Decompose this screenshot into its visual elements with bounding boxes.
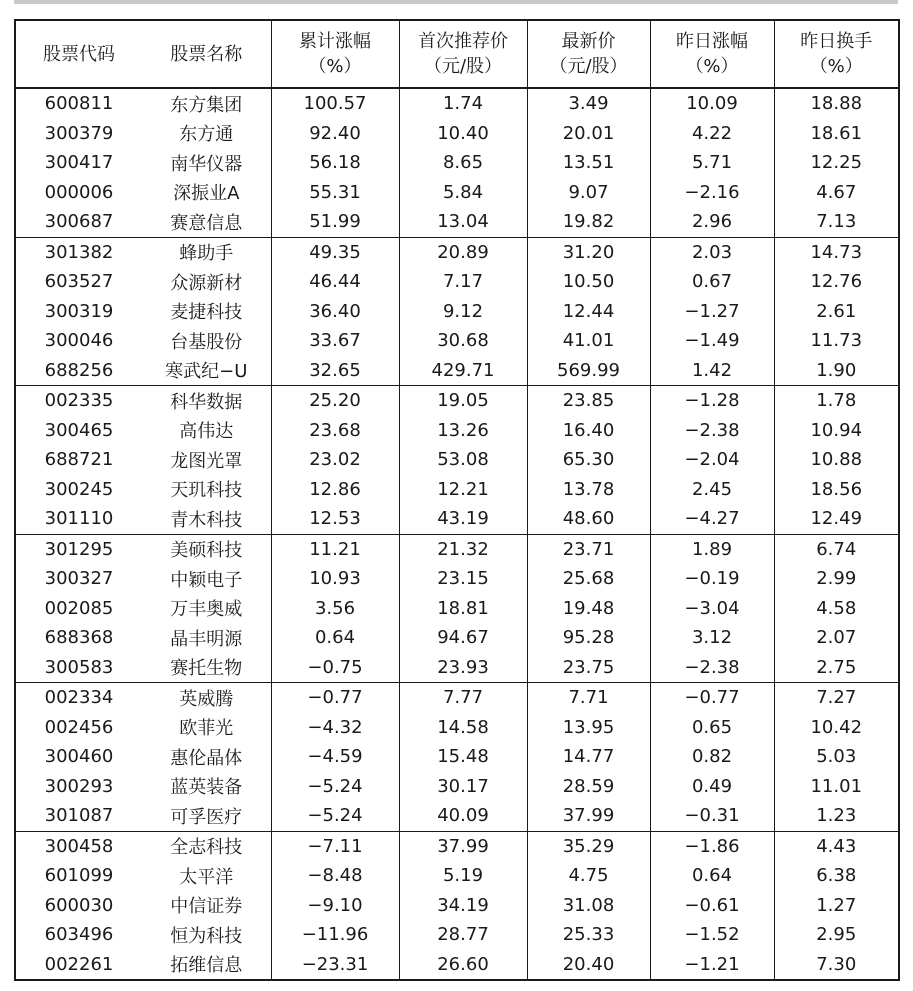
table-row xyxy=(15,920,899,950)
cell-stock-name: 太平洋 xyxy=(142,861,271,891)
cell-first-recommend-price: 30.68 xyxy=(399,326,527,356)
cell-stock-code: 301295 xyxy=(44,538,114,560)
cell-first-recommend-price: 28.77 xyxy=(399,920,527,950)
cell-cumulative-gain: −0.75 xyxy=(271,653,399,683)
cell-cumulative-gain: 25.20 xyxy=(271,386,399,416)
cell-yesterday-gain: −2.16 xyxy=(650,178,774,208)
cell-first-recommend-price: 13.26 xyxy=(399,416,527,446)
table-row xyxy=(15,386,899,416)
table-row xyxy=(15,713,899,743)
cell-stock-code: 300460 xyxy=(44,746,114,768)
cell-stock-name: 欧菲光 xyxy=(142,713,271,743)
cell-cumulative-gain: 92.40 xyxy=(271,119,399,149)
cell-yesterday-turnover: 1.27 xyxy=(774,891,899,921)
cell-yesterday-turnover: 18.56 xyxy=(774,475,899,505)
cell-stock-name: 台基股份 xyxy=(142,326,271,356)
cell-stock-name: 中信证券 xyxy=(142,891,271,921)
table-row xyxy=(15,178,899,208)
cell-yesterday-gain: −1.21 xyxy=(650,950,774,981)
cell-cumulative-gain: 33.67 xyxy=(271,326,399,356)
cell-yesterday-gain: −1.86 xyxy=(650,831,774,861)
table-row xyxy=(15,297,899,327)
cell-first-recommend-price: 40.09 xyxy=(399,801,527,831)
cell-cumulative-gain: 3.56 xyxy=(271,594,399,624)
top-strip-decoration xyxy=(14,0,898,4)
cell-stock-name: 恒为科技 xyxy=(142,920,271,950)
cell-yesterday-gain: 10.09 xyxy=(650,88,774,119)
cell-stock-name: 美硕科技 xyxy=(142,534,271,564)
cell-latest-price: 25.68 xyxy=(527,564,650,594)
cell-first-recommend-price: 53.08 xyxy=(399,445,527,475)
cell-stock-code: 300293 xyxy=(44,775,114,797)
cell-cumulative-gain: 12.86 xyxy=(271,475,399,505)
cell-yesterday-turnover: 1.90 xyxy=(774,356,899,386)
cell-cumulative-gain: 0.64 xyxy=(271,623,399,653)
cell-yesterday-turnover: 7.27 xyxy=(774,683,899,713)
cell-yesterday-turnover: 11.01 xyxy=(774,772,899,802)
cell-stock-code: 300327 xyxy=(44,568,114,590)
table-body xyxy=(15,88,899,980)
header-first-recommend-price: 首次推荐价 （元/股） xyxy=(399,20,527,88)
cell-yesterday-turnover: 14.73 xyxy=(774,237,899,267)
cell-first-recommend-price: 26.60 xyxy=(399,950,527,981)
cell-latest-price: 19.48 xyxy=(527,594,650,624)
cell-first-recommend-price: 23.15 xyxy=(399,564,527,594)
cell-stock-code: 300458 xyxy=(44,835,114,857)
cell-stock-name: 拓维信息 xyxy=(142,950,271,981)
cell-yesterday-gain: 0.67 xyxy=(650,267,774,297)
cell-latest-price: 23.75 xyxy=(527,653,650,683)
table-row xyxy=(15,801,899,831)
cell-latest-price: 13.78 xyxy=(527,475,650,505)
cell-latest-price: 12.44 xyxy=(527,297,650,327)
table-row xyxy=(15,831,899,861)
cell-latest-price: 9.07 xyxy=(527,178,650,208)
cell-yesterday-turnover: 7.13 xyxy=(774,207,899,237)
cell-cumulative-gain: 100.57 xyxy=(271,88,399,119)
cell-cumulative-gain: −9.10 xyxy=(271,891,399,921)
cell-yesterday-gain: −2.04 xyxy=(650,445,774,475)
cell-cumulative-gain: 11.21 xyxy=(271,534,399,564)
cell-latest-price: 41.01 xyxy=(527,326,650,356)
cell-first-recommend-price: 8.65 xyxy=(399,148,527,178)
cell-stock-name: 中颖电子 xyxy=(142,564,271,594)
cell-yesterday-gain: −0.61 xyxy=(650,891,774,921)
cell-stock-code: 688368 xyxy=(44,627,114,649)
cell-stock-name: 赛意信息 xyxy=(142,207,271,237)
cell-stock-name: 高伟达 xyxy=(142,416,271,446)
cell-cumulative-gain: 12.53 xyxy=(271,504,399,534)
cell-yesterday-gain: 2.45 xyxy=(650,475,774,505)
cell-latest-price: 28.59 xyxy=(527,772,650,802)
table-row xyxy=(15,88,899,119)
cell-latest-price: 16.40 xyxy=(527,416,650,446)
table-row xyxy=(15,861,899,891)
cell-yesterday-gain: 2.03 xyxy=(650,237,774,267)
cell-stock-name: 蓝英装备 xyxy=(142,772,271,802)
cell-stock-code: 002334 xyxy=(44,687,114,709)
cell-yesterday-turnover: 12.49 xyxy=(774,504,899,534)
cell-stock-code: 688256 xyxy=(15,356,142,386)
cell-yesterday-turnover: 2.95 xyxy=(774,920,899,950)
cell-first-recommend-price: 37.99 xyxy=(399,831,527,861)
cell-cumulative-gain: −4.59 xyxy=(271,742,399,772)
cell-yesterday-turnover: 10.94 xyxy=(774,416,899,446)
cell-yesterday-turnover: 6.74 xyxy=(774,534,899,564)
cell-yesterday-gain: −0.31 xyxy=(650,801,774,831)
cell-latest-price: 20.01 xyxy=(527,119,650,149)
cell-stock-name: 东方集团 xyxy=(142,88,271,119)
cell-stock-name: 龙图光罩 xyxy=(142,445,271,475)
table-row xyxy=(15,683,899,713)
cell-first-recommend-price: 15.48 xyxy=(399,742,527,772)
cell-latest-price: 37.99 xyxy=(527,801,650,831)
cell-stock-name: 科华数据 xyxy=(142,386,271,416)
cell-stock-name: 深振业A xyxy=(142,178,271,208)
cell-latest-price: 19.82 xyxy=(527,207,650,237)
table-row xyxy=(15,207,899,237)
table-row xyxy=(15,267,899,297)
cell-stock-code: 300465 xyxy=(44,419,114,441)
cell-stock-code: 002261 xyxy=(44,953,114,975)
cell-stock-name: 众源新材 xyxy=(142,267,271,297)
cell-yesterday-gain: 4.22 xyxy=(650,119,774,149)
cell-first-recommend-price: 7.77 xyxy=(399,683,527,713)
cell-yesterday-gain: −1.27 xyxy=(650,297,774,327)
cell-first-recommend-price: 20.89 xyxy=(399,237,527,267)
cell-first-recommend-price: 5.19 xyxy=(399,861,527,891)
cell-stock-name: 英威腾 xyxy=(142,683,271,713)
table-row xyxy=(15,534,899,564)
cell-yesterday-gain: −4.27 xyxy=(650,504,774,534)
header-cumulative-gain: 累计涨幅 （%） xyxy=(271,20,399,88)
cell-latest-price: 14.77 xyxy=(527,742,650,772)
cell-stock-code: 603496 xyxy=(44,924,114,946)
cell-first-recommend-price: 23.93 xyxy=(399,653,527,683)
cell-first-recommend-price: 9.12 xyxy=(399,297,527,327)
table-row xyxy=(15,475,899,505)
cell-cumulative-gain: 36.40 xyxy=(271,297,399,327)
cell-yesterday-turnover: 18.61 xyxy=(774,119,899,149)
table-row xyxy=(15,445,899,475)
cell-stock-code: 603527 xyxy=(44,271,114,293)
table-row xyxy=(15,891,899,921)
cell-yesterday-gain: 1.89 xyxy=(650,534,774,564)
cell-first-recommend-price: 30.17 xyxy=(399,772,527,802)
header-yesterday-turnover: 昨日换手 （%） xyxy=(774,20,899,88)
table-row xyxy=(15,237,899,267)
cell-cumulative-gain: 32.65 xyxy=(271,356,399,386)
cell-stock-name: 南华仪器 xyxy=(142,148,271,178)
cell-yesterday-turnover: 6.38 xyxy=(774,861,899,891)
table-row xyxy=(15,504,899,534)
cell-cumulative-gain: −5.24 xyxy=(271,772,399,802)
table-row xyxy=(15,119,899,149)
cell-stock-code: 601099 xyxy=(44,865,114,887)
cell-yesterday-turnover: 12.76 xyxy=(774,267,899,297)
cell-latest-price: 31.20 xyxy=(527,237,650,267)
cell-latest-price: 95.28 xyxy=(527,623,650,653)
cell-stock-name: 青木科技 xyxy=(142,504,271,534)
table-row xyxy=(15,416,899,446)
cell-stock-code: 300319 xyxy=(44,300,114,322)
header-latest-price: 最新价 （元/股） xyxy=(527,20,650,88)
cell-yesterday-turnover: 7.30 xyxy=(774,950,899,981)
cell-stock-name: 麦捷科技 xyxy=(142,297,271,327)
cell-yesterday-turnover: 10.42 xyxy=(774,713,899,743)
cell-yesterday-turnover: 18.88 xyxy=(774,88,899,119)
table-row xyxy=(15,623,899,653)
table-row xyxy=(15,148,899,178)
cell-first-recommend-price: 13.04 xyxy=(399,207,527,237)
cell-cumulative-gain: 10.93 xyxy=(271,564,399,594)
cell-yesterday-turnover: 12.25 xyxy=(774,148,899,178)
cell-stock-code: 002456 xyxy=(44,716,114,738)
cell-yesterday-turnover: 4.67 xyxy=(774,178,899,208)
cell-stock-name: 赛托生物 xyxy=(142,653,271,683)
cell-stock-code: 301382 xyxy=(44,241,114,263)
cell-stock-code: 300687 xyxy=(15,207,142,237)
cell-yesterday-gain: 5.71 xyxy=(650,148,774,178)
cell-stock-code: 301087 xyxy=(15,801,142,831)
cell-first-recommend-price: 12.21 xyxy=(399,475,527,505)
cell-stock-code: 002335 xyxy=(44,390,114,412)
cell-stock-name: 东方通 xyxy=(142,119,271,149)
cell-stock-name: 全志科技 xyxy=(142,831,271,861)
cell-stock-code: 300379 xyxy=(44,122,114,144)
cell-cumulative-gain: −0.77 xyxy=(271,683,399,713)
cell-latest-price: 23.71 xyxy=(527,534,650,564)
cell-stock-name: 寒武纪−U xyxy=(142,356,271,386)
cell-first-recommend-price: 34.19 xyxy=(399,891,527,921)
cell-yesterday-turnover: 1.23 xyxy=(774,801,899,831)
cell-first-recommend-price: 14.58 xyxy=(399,713,527,743)
cell-first-recommend-price: 7.17 xyxy=(399,267,527,297)
cell-cumulative-gain: 23.02 xyxy=(271,445,399,475)
cell-stock-code: 300046 xyxy=(44,330,114,352)
cell-first-recommend-price: 21.32 xyxy=(399,534,527,564)
cell-cumulative-gain: −5.24 xyxy=(271,801,399,831)
cell-cumulative-gain: 49.35 xyxy=(271,237,399,267)
cell-yesterday-gain: −1.52 xyxy=(650,920,774,950)
cell-yesterday-gain: −1.28 xyxy=(650,386,774,416)
cell-stock-name: 蜂助手 xyxy=(142,237,271,267)
cell-cumulative-gain: 56.18 xyxy=(271,148,399,178)
cell-stock-code: 000006 xyxy=(44,181,114,203)
cell-latest-price: 569.99 xyxy=(527,356,650,386)
cell-yesterday-turnover: 5.03 xyxy=(774,742,899,772)
cell-yesterday-gain: 0.64 xyxy=(650,861,774,891)
cell-yesterday-gain: 0.49 xyxy=(650,772,774,802)
cell-stock-name: 惠伦晶体 xyxy=(142,742,271,772)
table-row xyxy=(15,950,899,981)
cell-yesterday-turnover: 10.88 xyxy=(774,445,899,475)
cell-latest-price: 13.95 xyxy=(527,713,650,743)
cell-stock-code: 600030 xyxy=(44,894,114,916)
cell-yesterday-turnover: 2.61 xyxy=(774,297,899,327)
header-stock-code: 股票代码 xyxy=(15,20,142,88)
cell-cumulative-gain: −4.32 xyxy=(271,713,399,743)
table-row xyxy=(15,564,899,594)
cell-first-recommend-price: 43.19 xyxy=(399,504,527,534)
cell-yesterday-turnover: 4.43 xyxy=(774,831,899,861)
cell-yesterday-turnover: 4.58 xyxy=(774,594,899,624)
cell-cumulative-gain: −11.96 xyxy=(271,920,399,950)
cell-cumulative-gain: −8.48 xyxy=(271,861,399,891)
cell-first-recommend-price: 19.05 xyxy=(399,386,527,416)
cell-latest-price: 4.75 xyxy=(527,861,650,891)
cell-cumulative-gain: 51.99 xyxy=(271,207,399,237)
cell-yesterday-gain: 3.12 xyxy=(650,623,774,653)
cell-latest-price: 35.29 xyxy=(527,831,650,861)
cell-yesterday-gain: 0.82 xyxy=(650,742,774,772)
cell-yesterday-gain: −2.38 xyxy=(650,416,774,446)
cell-stock-code: 301110 xyxy=(15,504,142,534)
header-yesterday-gain: 昨日涨幅 （%） xyxy=(650,20,774,88)
cell-stock-name: 万丰奥威 xyxy=(142,594,271,624)
cell-yesterday-gain: −0.77 xyxy=(650,683,774,713)
cell-latest-price: 23.85 xyxy=(527,386,650,416)
cell-first-recommend-price: 18.81 xyxy=(399,594,527,624)
cell-latest-price: 13.51 xyxy=(527,148,650,178)
cell-first-recommend-price: 1.74 xyxy=(399,88,527,119)
table-row xyxy=(15,356,899,386)
cell-latest-price: 48.60 xyxy=(527,504,650,534)
cell-yesterday-gain: −3.04 xyxy=(650,594,774,624)
cell-yesterday-gain: 1.42 xyxy=(650,356,774,386)
cell-yesterday-turnover: 2.99 xyxy=(774,564,899,594)
cell-cumulative-gain: 55.31 xyxy=(271,178,399,208)
cell-stock-code: 300417 xyxy=(44,152,114,174)
cell-latest-price: 65.30 xyxy=(527,445,650,475)
table-row xyxy=(15,326,899,356)
cell-latest-price: 20.40 xyxy=(527,950,650,981)
cell-stock-code: 300583 xyxy=(15,653,142,683)
cell-stock-code: 688721 xyxy=(44,449,114,471)
table-row xyxy=(15,594,899,624)
cell-yesterday-gain: 2.96 xyxy=(650,207,774,237)
table-header-row xyxy=(15,20,899,88)
table-row xyxy=(15,742,899,772)
cell-stock-code: 600811 xyxy=(44,93,114,115)
cell-first-recommend-price: 94.67 xyxy=(399,623,527,653)
cell-stock-code: 300245 xyxy=(44,478,114,500)
cell-cumulative-gain: 46.44 xyxy=(271,267,399,297)
header-stock-name: 股票名称 xyxy=(142,20,271,88)
cell-yesterday-gain: −1.49 xyxy=(650,326,774,356)
cell-latest-price: 7.71 xyxy=(527,683,650,713)
cell-stock-name: 晶丰明源 xyxy=(142,623,271,653)
cell-stock-code: 002085 xyxy=(44,597,114,619)
cell-yesterday-gain: −0.19 xyxy=(650,564,774,594)
table-row xyxy=(15,772,899,802)
table-row xyxy=(15,653,899,683)
cell-first-recommend-price: 10.40 xyxy=(399,119,527,149)
cell-yesterday-turnover: 2.75 xyxy=(774,653,899,683)
cell-yesterday-turnover: 11.73 xyxy=(774,326,899,356)
cell-yesterday-gain: 0.65 xyxy=(650,713,774,743)
cell-cumulative-gain: −7.11 xyxy=(271,831,399,861)
cell-stock-name: 可孚医疗 xyxy=(142,801,271,831)
stock-recommendation-table xyxy=(14,19,900,981)
cell-first-recommend-price: 429.71 xyxy=(399,356,527,386)
cell-first-recommend-price: 5.84 xyxy=(399,178,527,208)
cell-cumulative-gain: −23.31 xyxy=(271,950,399,981)
cell-yesterday-turnover: 1.78 xyxy=(774,386,899,416)
cell-latest-price: 31.08 xyxy=(527,891,650,921)
cell-latest-price: 3.49 xyxy=(527,88,650,119)
cell-yesterday-gain: −2.38 xyxy=(650,653,774,683)
cell-cumulative-gain: 23.68 xyxy=(271,416,399,446)
cell-latest-price: 10.50 xyxy=(527,267,650,297)
cell-latest-price: 25.33 xyxy=(527,920,650,950)
cell-yesterday-turnover: 2.07 xyxy=(774,623,899,653)
cell-stock-name: 天玑科技 xyxy=(142,475,271,505)
